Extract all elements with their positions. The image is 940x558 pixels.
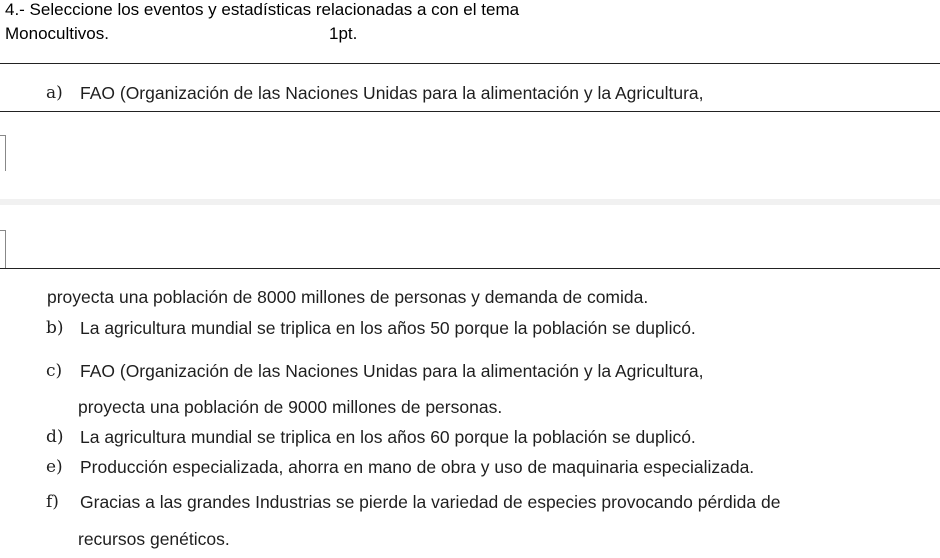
option-a-text[interactable]: FAO (Organización de las Naciones Unidas para la alimentación y la Agricultura, <box>80 83 704 103</box>
option-e-text[interactable]: Producción especializada, ahorra en mano de obra y uso de maquinaria especializada. <box>80 457 755 477</box>
option-f-continuation[interactable]: recursos genéticos. <box>78 529 230 549</box>
divider <box>0 268 940 269</box>
option-b-text[interactable]: La agricultura mundial se triplica en los años 50 porque la población se duplicó. <box>80 318 696 338</box>
page-gap <box>0 199 940 205</box>
option-d-label: d) <box>46 427 64 447</box>
option-c-continuation[interactable]: proyecta una población de 9000 millones de personas. <box>78 397 503 417</box>
question-points: 1pt. <box>329 24 358 43</box>
option-b-label: b) <box>46 318 64 338</box>
option-c-label: c) <box>46 361 63 381</box>
divider <box>0 111 940 112</box>
option-d-text[interactable]: La agricultura mundial se triplica en los años 60 porque la población se duplicó. <box>80 427 696 447</box>
option-a-label: a) <box>46 83 63 103</box>
question-title: 4.- Seleccione los eventos y estadísticas relacionadas a con el tema <box>5 0 520 19</box>
option-f-text[interactable]: Gracias a las grandes Industrias se pierde la variedad de especies provocando pérdida de <box>80 492 781 512</box>
question-topic: Monocultivos. <box>5 24 109 43</box>
text-cursor <box>5 230 6 268</box>
option-f-label: f) <box>46 492 59 512</box>
option-e-label: e) <box>46 457 63 477</box>
option-a-continuation[interactable]: proyecta una población de 8000 millones de personas y demanda de comida. <box>47 287 649 307</box>
divider <box>0 63 940 64</box>
option-c-text[interactable]: FAO (Organización de las Naciones Unidas para la alimentación y la Agricultura, <box>80 361 704 381</box>
text-cursor <box>5 135 6 171</box>
